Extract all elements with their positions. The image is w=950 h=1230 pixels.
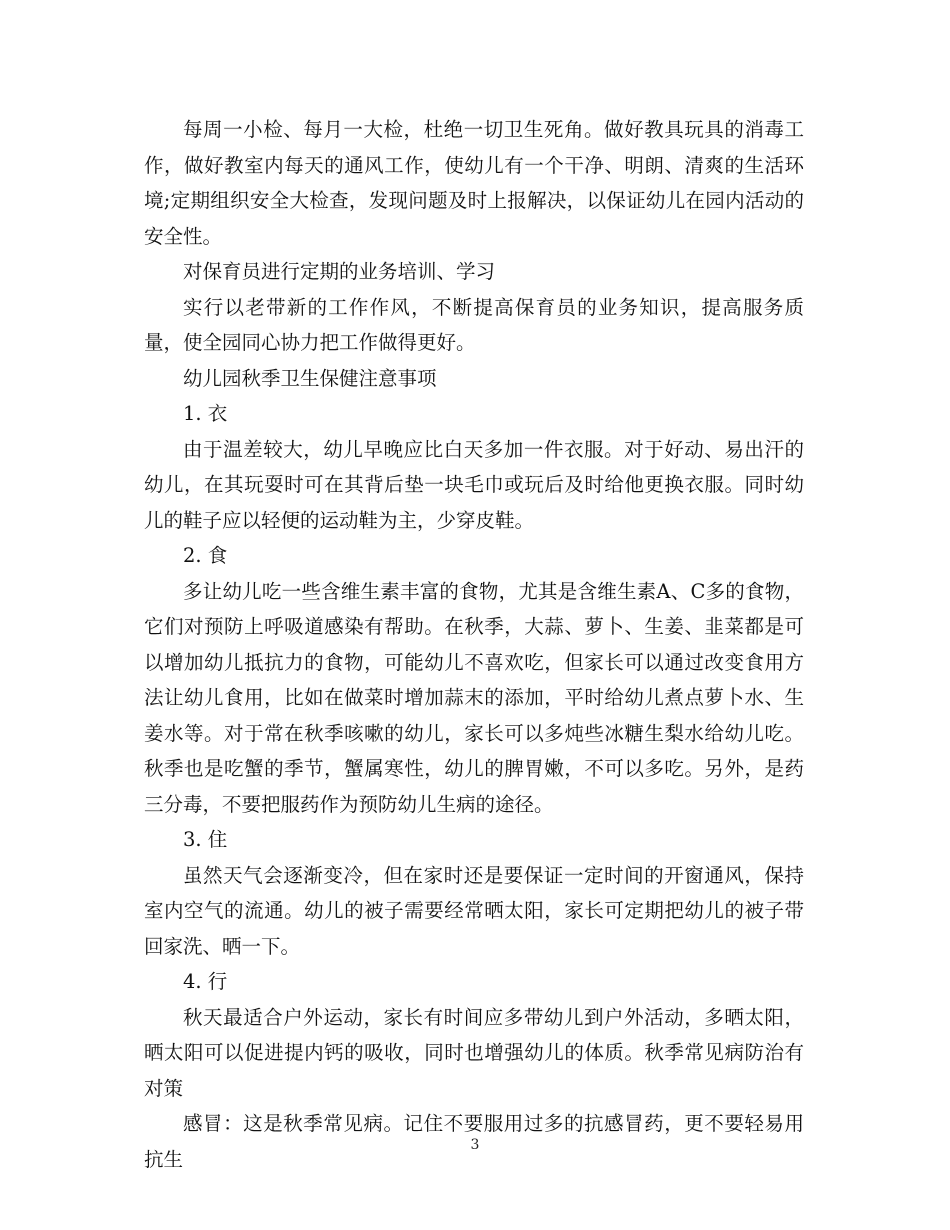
heading-housing: 3. 住 — [183, 828, 228, 851]
heading-staff-training: 对保育员进行定期的业务培训、学习 — [183, 260, 496, 283]
heading-clothing: 1. 衣 — [183, 402, 228, 425]
heading-activity: 4. 行 — [183, 970, 228, 993]
body-text — [144, 112, 804, 1177]
heading-autumn-health: 幼儿园秋季卫生保健注意事项 — [183, 366, 437, 390]
paragraph-activity: 秋天最适合户外运动，家长有时间应多带幼儿到户外活动，多晒太阳，晒太阳可以促进提内钙的吸收，同时也增强幼儿的体质。秋季常见病防治有对策 — [144, 1005, 804, 1100]
paragraph-hygiene-inspection: 每周一小检、每月一大检，杜绝一切卫生死角。做好教具玩具的消毒工作，做好教室内每天的通风工作，使幼儿有一个干净、明朗、清爽的生活环境;定期组织安全大检查，发现问题及时上报解决，以保证幼儿在园内活动的安全性。 — [144, 118, 804, 248]
page-number: 3 — [470, 1137, 480, 1153]
paragraph-clothing: 由于温差较大，幼儿早晚应比白天多加一件衣服。对于好动、易出汗的幼儿，在其玩耍时可在其背后垫一块毛巾或玩后及时给他更换衣服。同时幼儿的鞋子应以轻便的运动鞋为主，少穿皮鞋。 — [144, 437, 804, 532]
heading-food: 2. 食 — [183, 544, 228, 567]
paragraph-mentoring: 实行以老带新的工作作风，不断提高保育员的业务知识，提高服务质量，使全园同心协力把工作做得更好。 — [144, 295, 804, 354]
paragraph-housing: 虽然天气会逐渐变冷，但在家时还是要保证一定时间的开窗通风，保持室内空气的流通。幼儿的被子需要经常晒太阳，家长可定期把幼儿的被子带回家洗、晒一下。 — [144, 863, 804, 958]
paragraph-cold: 感冒：这是秋季常见病。记住不要服用过多的抗感冒药，更不要轻易用抗生 — [144, 1112, 804, 1171]
paragraph-food: 多让幼儿吃一些含维生素丰富的食物，尤其是含维生素A、C多的食物，它们对预防上呼吸道感染有帮助。在秋季，大蒜、萝卜、生姜、韭菜都是可以增加幼儿抵抗力的食物，可能幼儿不喜欢吃，但家长可以通过改变食用方法让幼儿食用，比如在做菜时增加蒜末的添加，平时给幼儿煮点萝卜水、生姜水等。对于常在秋季咳嗽的幼儿，家长可以多炖些冰糖生梨水给幼儿吃。秋季也是吃蟹的季节，蟹属寒性，幼儿的脾胃嫩，不可以多吃。另外，是药三分毒，不要把服药作为预防幼儿生病的途径。 — [144, 579, 804, 816]
